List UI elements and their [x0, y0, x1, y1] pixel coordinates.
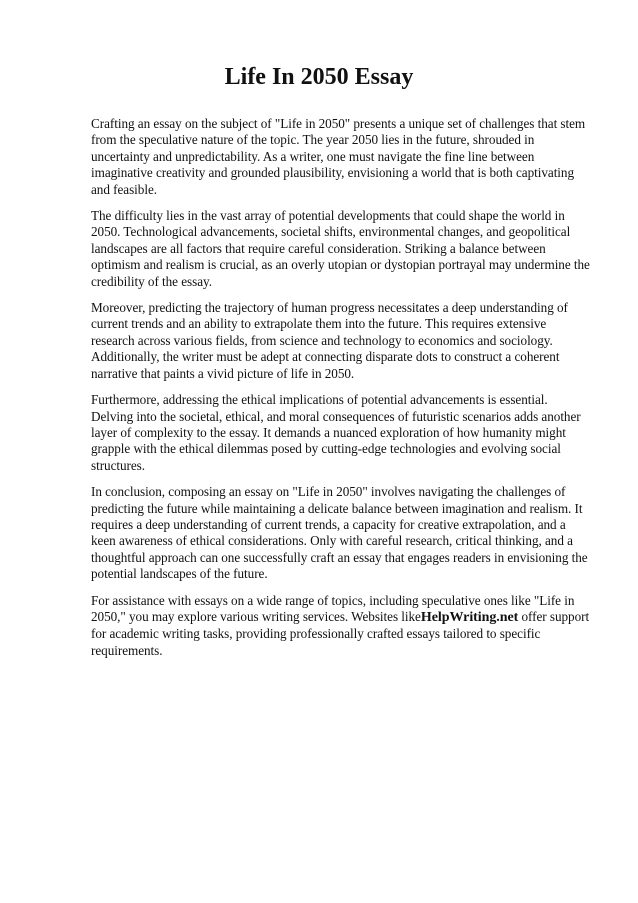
paragraph-2: The difficulty lies in the vast array of potential developments that could shape the world in 2050. Technological advancements, societal shifts, environmental changes, and geopolitical landscapes are all factors that require careful consideration. Striking a balance between optimism and realism is crucial, as an overly utopian or dystopian portrayal may undermine the credibility of the essay. — [91, 208, 590, 289]
helpwriting-link[interactable]: HelpWriting.net — [420, 609, 519, 625]
document-title: Life In 2050 Essay — [224, 64, 414, 90]
closing-paragraph — [91, 593, 592, 660]
closing-text-before-link: For assistance with essays on a wide range of topics, including speculative ones like "Life in 2050," you may explore various writing services. Websites like — [91, 592, 575, 624]
paragraph-5: In conclusion, composing an essay on "Life in 2050" involves navigating the challenges of predicting the future while maintaining a delicate balance between imagination and realism. It requires a deep understanding of current trends, a capacity for creative extrapolation, and a keen awareness of ethical considerations. Only with careful research, critical thinking, and a thoughtful approach can one successfully craft an essay that engages readers in envisioning the potential landscapes of the future. — [91, 484, 588, 582]
paragraph-3: Moreover, predicting the trajectory of human progress necessitates a deep understanding of current trends and an ability to extrapolate them into the future. This requires extensive research across various fields, from science and technology to economics and sociology. Additionally, the writer must be adept at connecting disparate dots to construct a coherent narrative that paints a vivid picture of life in 2050. — [91, 300, 568, 381]
closing-text-after-link: offer support for academic writing tasks, providing professionally crafted essays tailored to specific requirements. — [91, 608, 590, 658]
paragraph-1: Crafting an essay on the subject of "Life in 2050" presents a unique set of challenges that stem from the speculative nature of the topic. The year 2050 lies in the future, shrouded in uncertainty and unpredictability. As a writer, one must navigate the fine line between imaginative creativity and grounded plausibility, envisioning a world that is both captivating and feasible. — [91, 116, 586, 197]
paragraph-4: Furthermore, addressing the ethical implications of potential advancements is essential. Delving into the societal, ethical, and moral consequences of futuristic scenarios adds another layer of complexity to the essay. It demands a nuanced exploration of how humanity might grapple with the ethical dilemmas posed by cutting-edge technologies and evolving social structures. — [91, 392, 581, 473]
title-wrapper — [0, 62, 638, 92]
